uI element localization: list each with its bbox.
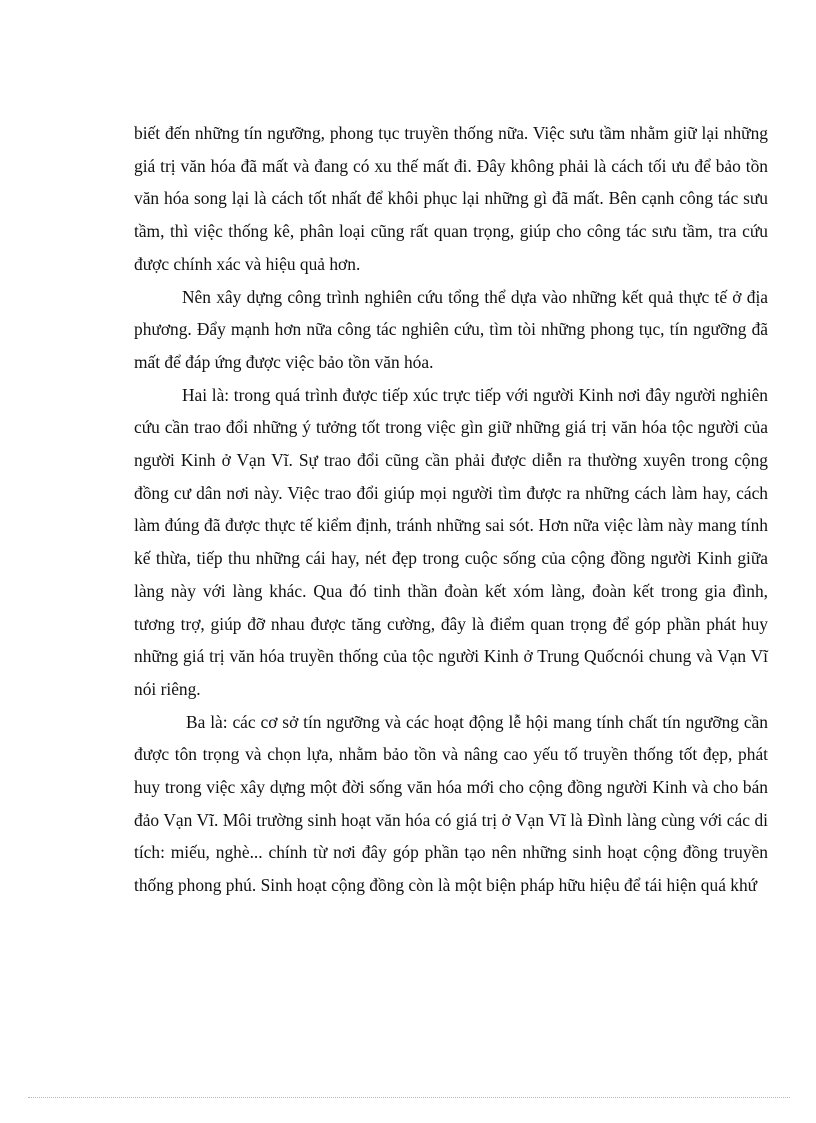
- paragraph-point-two: Hai là: trong quá trình được tiếp xúc trực tiếp với người Kinh nơi đây người nghiên cứu cần trao đổi những ý tưởng tốt trong việc gìn giữ những giá trị văn hóa tộc người của người Kinh ở Vạn Vĩ. Sự trao đổi cũng cần phải được diễn ra thường xuyên trong cộng đồng cư dân nơi này. Việc trao đổi giúp mọi người tìm được ra những cách làm hay, cách làm đúng đã được thực tế kiểm định, tránh những sai sót. Hơn nữa việc làm này mang tính kế thừa, tiếp thu những cái hay, nét đẹp trong cuộc sống của cộng đồng người Kinh giữa làng này với làng khác. Qua đó tinh thần đoàn kết xóm làng, đoàn kết trong gia đình, tương trợ, giúp đỡ nhau được tăng cường, đây là điểm quan trọng để góp phần phát huy những giá trị văn hóa truyền thống của tộc người Kinh ở Trung Quốcnói chung và Vạn Vĩ nói riêng.: [134, 384, 768, 699]
- page-bottom-divider: [28, 1097, 790, 1098]
- paragraph-research: Nên xây dựng công trình nghiên cứu tổng thể dựa vào những kết quả thực tế ở địa phương. Đẩy mạnh hơn nữa công tác nghiên cứu, tìm tòi những phong tục, tín ngưỡng đã mất để đáp ứng được việc bảo tồn văn hóa.: [134, 286, 768, 372]
- paragraph-continuation: biết đến những tín ngưỡng, phong tục truyền thống nữa. Việc sưu tầm nhằm giữ lại những giá trị văn hóa đã mất và đang có xu thế mất đi. Đây không phải là cách tối ưu để bảo tồn văn hóa song lại là cách tốt nhất để khôi phục lại những gì đã mất. Bên cạnh công tác sưu tầm, thì việc thống kê, phân loại cũng rất quan trọng, giúp cho công tác sưu tầm, tra cứu được chính xác và hiệu quả hơn.: [134, 123, 768, 274]
- body-text: [134, 117, 768, 902]
- paragraph-point-three: Ba là: các cơ sở tín ngưỡng và các hoạt động lễ hội mang tính chất tín ngưỡng cần được tôn trọng và chọn lựa, nhằm bảo tồn và nâng cao yếu tố truyền thống tốt đẹp, phát huy trong việc xây dựng một đời sống văn hóa mới cho cộng đồng người Kinh và cho bán đảo Vạn Vĩ. Môi trường sinh hoạt văn hóa có giá trị ở Vạn Vĩ là Đình làng cùng với các di tích: miếu, nghè... chính từ nơi đây góp phần tạo nên những sinh hoạt cộng đồng truyền thống phong phú. Sinh hoạt cộng đồng còn là một biện pháp hữu hiệu để tái hiện quá khứ: [134, 711, 768, 896]
